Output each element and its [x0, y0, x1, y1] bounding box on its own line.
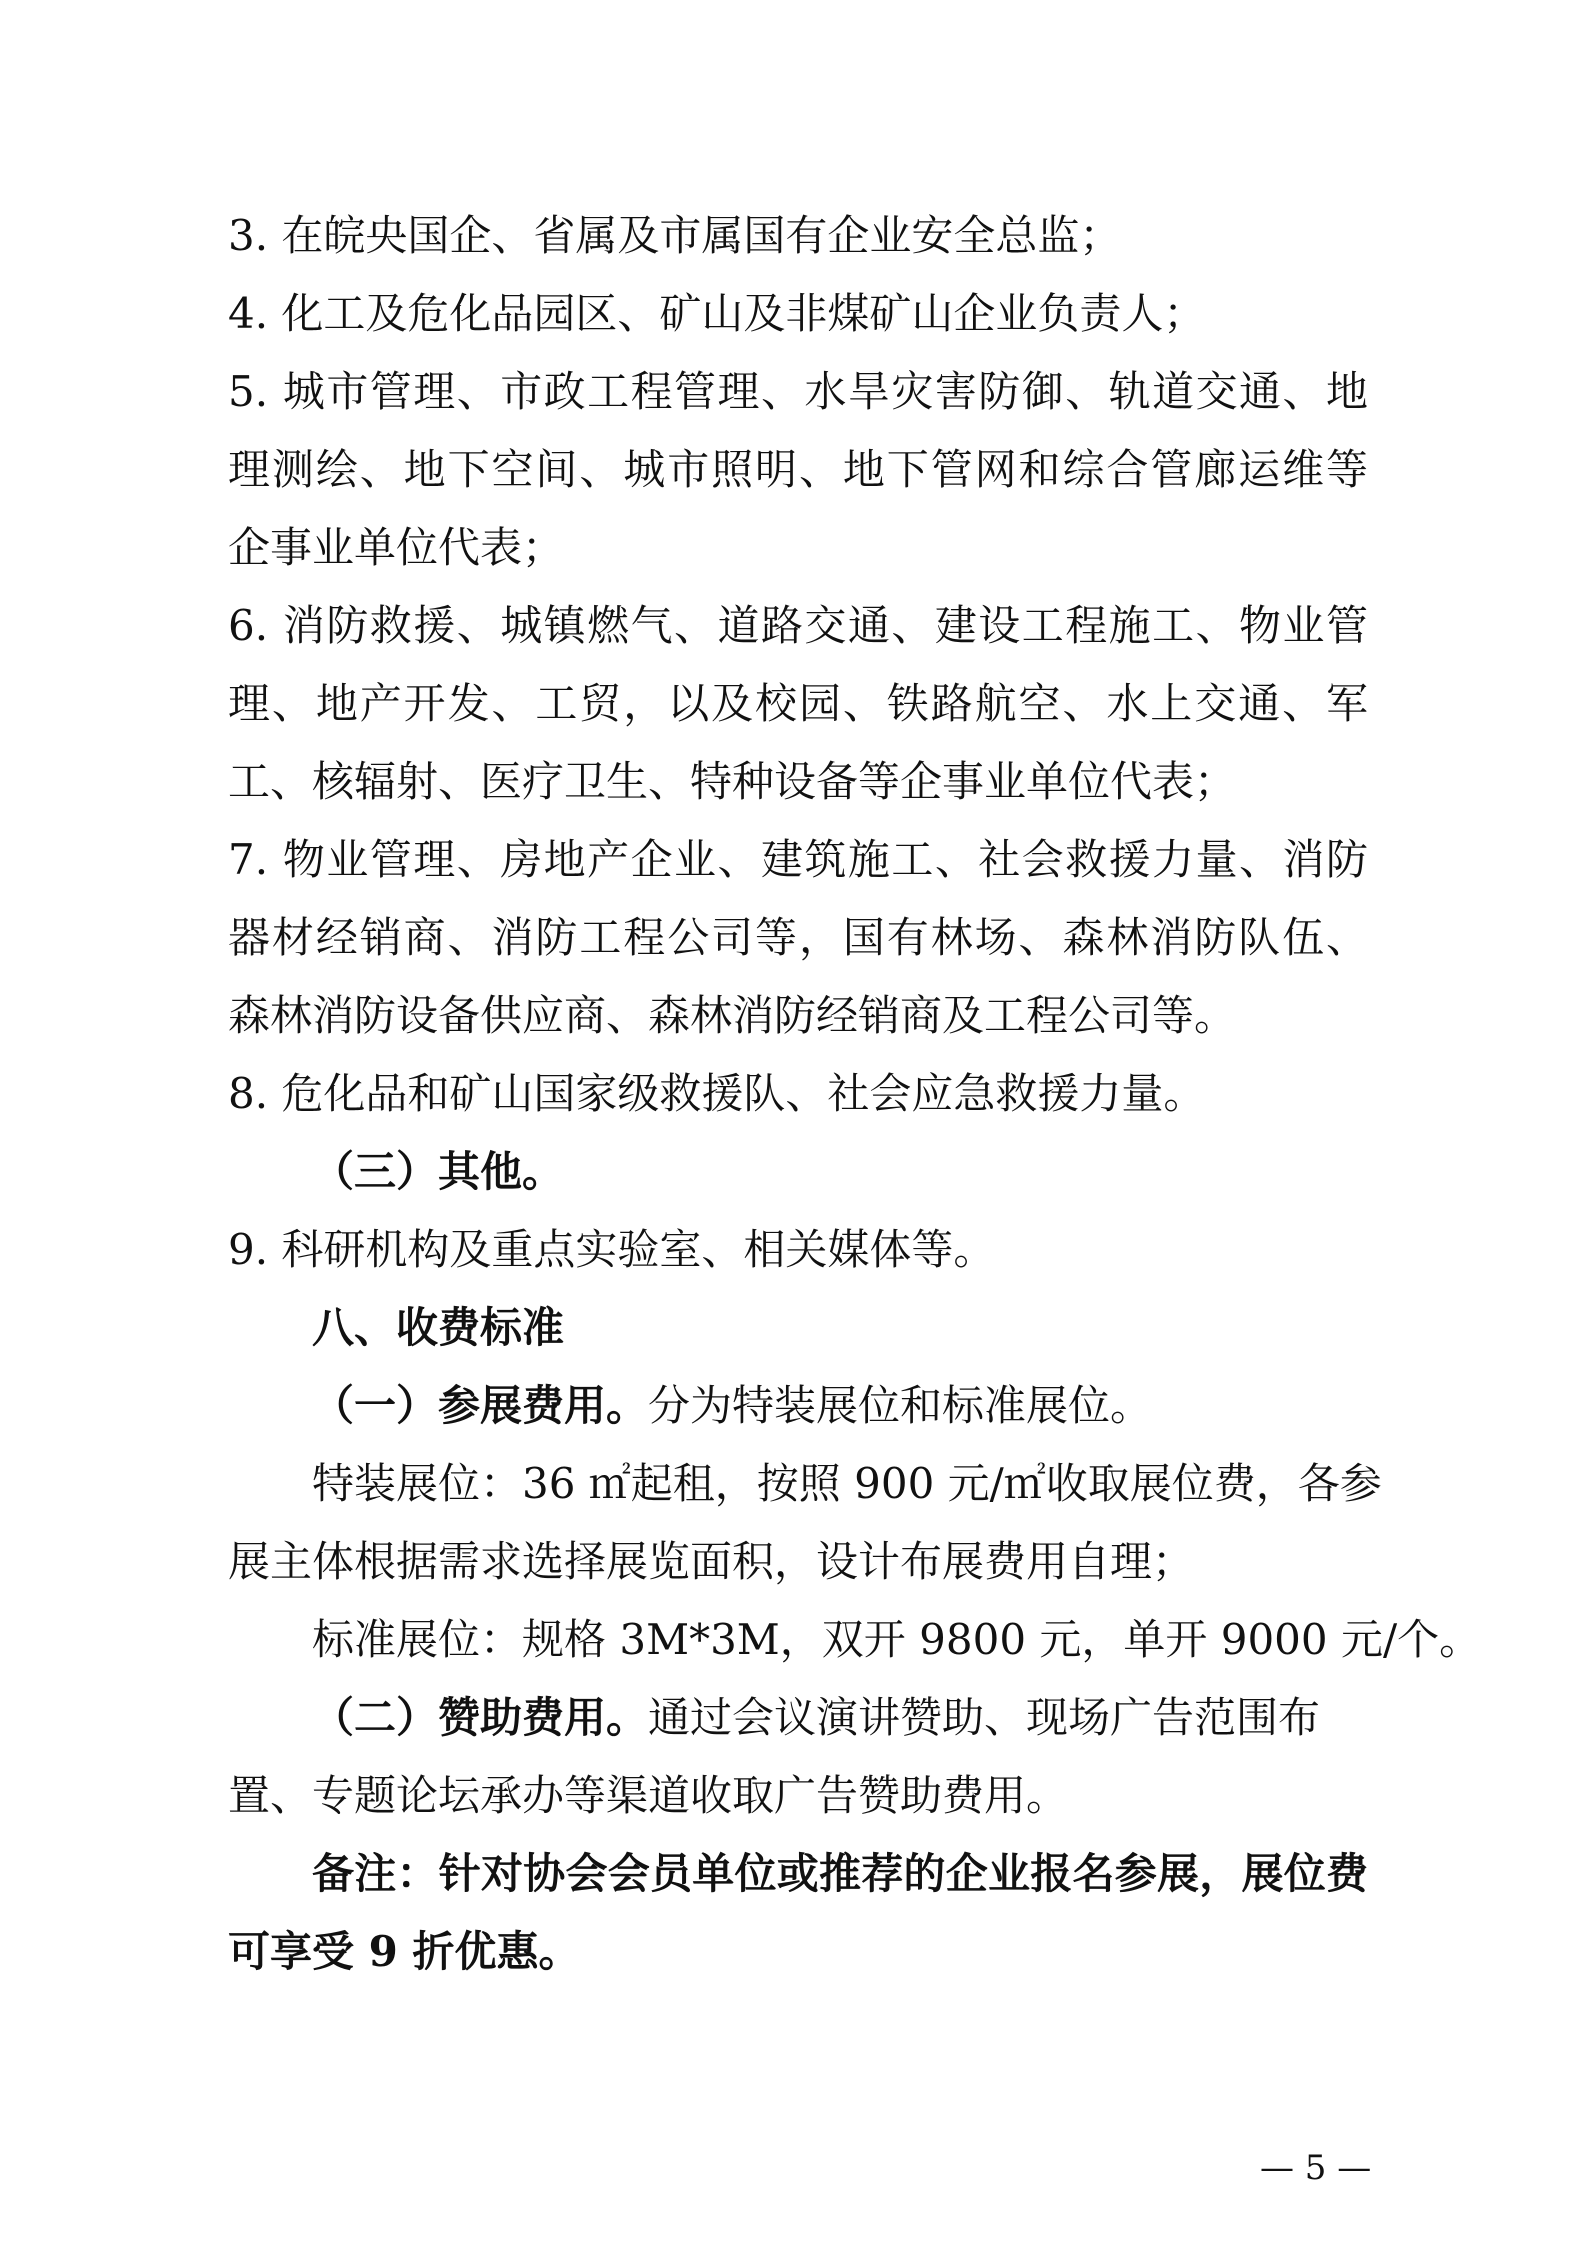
note-line-2: 可享受 9 折优惠。 — [228, 1927, 581, 1976]
page-number: — 5 — — [1260, 2148, 1372, 2188]
fee-2-title: （二）赞助费用。 — [312, 1693, 649, 1742]
section-other-heading: （三）其他。 — [312, 1147, 565, 1196]
list-item-7-line-1: 7. 物业管理、房地产企业、建筑施工、社会救援力量、消防 — [228, 835, 1368, 884]
note-line-1: 备注：针对协会会员单位或推荐的企业报名参展，展位费 — [312, 1849, 1368, 1898]
list-item-5-line-2: 理测绘、地下空间、城市照明、地下管网和综合管廊运维等 — [228, 445, 1368, 494]
fee-2-text: 通过会议演讲赞助、现场广告范围布 — [648, 1693, 1321, 1742]
list-item-6-line-1: 6. 消防救援、城镇燃气、道路交通、建设工程施工、物业管 — [228, 601, 1368, 650]
fee-1-text: 分为特装展位和标准展位。 — [648, 1381, 1153, 1430]
list-item-4: 4. 化工及危化品园区、矿山及非煤矿山企业负责人； — [228, 289, 1206, 338]
list-item-9: 9. 科研机构及重点实验室、相关媒体等。 — [228, 1225, 996, 1274]
list-item-7-line-2: 器材经销商、消防工程公司等，国有林场、森林消防队伍、 — [228, 913, 1368, 962]
list-item-3: 3. 在皖央国企、省属及市属国有企业安全总监； — [228, 211, 1122, 260]
list-item-5-line-3: 企事业单位代表； — [228, 523, 565, 572]
fee-2-paragraph — [228, 1688, 1368, 1748]
fee-2-line-2: 置、专题论坛承办等渠道收取广告赞助费用。 — [228, 1771, 1069, 1820]
special-booth-line-2: 展主体根据需求选择展览面积，设计布展费用自理； — [228, 1537, 1195, 1586]
list-item-5-line-1: 5. 城市管理、市政工程管理、水旱灾害防御、轨道交通、地 — [228, 367, 1368, 416]
standard-booth: 标准展位：规格 3M*3M，双开 9800 元，单开 9000 元/个。 — [312, 1615, 1482, 1664]
list-item-7-line-3: 森林消防设备供应商、森林消防经销商及工程公司等。 — [228, 991, 1237, 1040]
special-booth-line-1: 特装展位：36 ㎡起租，按照 900 元/㎡收取展位费，各参 — [312, 1459, 1382, 1508]
list-item-6-line-3: 工、核辐射、医疗卫生、特种设备等企事业单位代表； — [228, 757, 1237, 806]
list-item-6-line-2: 理、地产开发、工贸，以及校园、铁路航空、水上交通、军 — [228, 679, 1368, 728]
section-8-heading: 八、收费标准 — [312, 1303, 565, 1352]
list-item-8: 8. 危化品和矿山国家级救援队、社会应急救援力量。 — [228, 1069, 1206, 1118]
fee-1-paragraph — [228, 1376, 1368, 1436]
fee-1-title: （一）参展费用。 — [312, 1381, 649, 1430]
